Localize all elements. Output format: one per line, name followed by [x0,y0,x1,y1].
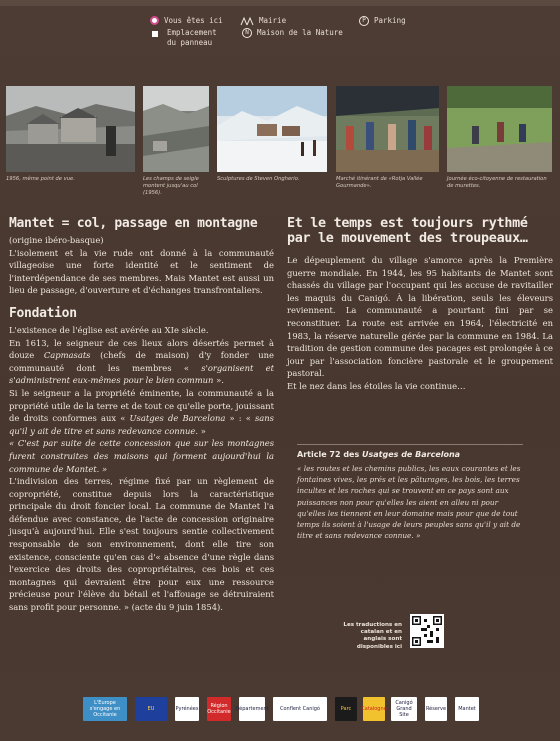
p1613-quote: s'organisent et s'administrent eux-mêmes pour le bien commun [9,362,274,386]
paragraph-isolation: L'isolement et la vie rude ont donné à la communauté villageoise une forte identité et le sentiment de l'interdépendance de ses membres. Mais Mantet est aussi un lieu de passage, d'ouverture et d'échanges transfrontaliers. [9,247,274,296]
photo-caption-5: Journée éco-citoyenne de restauration de murettes. [447,176,547,189]
legend-parking [359,16,406,26]
p1613-text-e: ». [213,375,224,386]
legend-maison-nature-label: Maison de la Nature [257,28,343,37]
photo-caption-4: Marché itinérant de «Rotja Vallée Gourmande». [336,176,423,189]
article-title-b: Usatges de Barcelona [362,450,461,459]
legend-parking-label: Parking [374,16,406,25]
legend-you-are-here-label: Vous êtes ici [164,16,223,25]
propriete-text-c: » : « [225,413,255,424]
top-border [0,0,560,6]
p1613-text-c: (chefs de maison) d'y fonder une communauté dont les membres « [9,350,275,373]
propriete-quote: sans qu'il y ait de titre et sans redevance connue [9,413,274,436]
legend-panel-location [150,28,217,48]
logo-departement: Département [239,697,265,721]
map-legend [145,14,505,74]
paragraph-propriete [9,387,274,437]
left-column [9,216,274,614]
right-column [287,216,553,393]
article-quote: « les routes et les chemins publics, les eaux courantes et les fontaines vives, les prés et les pâturages, les bois, les terres incultes et les roches qui se trouvent en ce pays sont aux puissances non pour qu'elles les aient en alleu ni pour qu'elles les tiennent en leur domaine mais pour que de tout temps ils soient à l'usage de leurs peuples sans qu'il y ait de titre et sans redevance connue. » [297,464,521,541]
panel-location-icon [152,31,158,37]
legend-mairie [240,16,286,26]
article-title-a: Article 72 des [297,450,363,459]
propriete-usatges: Usatges de Barcelona [129,413,226,424]
heading-troupeaux [287,216,553,246]
photo-sculptures [217,86,327,172]
legend-maison-nature [242,28,343,38]
p1613-capmasats: Capmasats [43,350,91,361]
article-title [297,450,523,459]
paragraph-concession-quote: « C'est par suite de cette concession que sur les montagnes furent construites des maisons qui forment aujourd'hui la commune de Mantet. » [9,438,274,474]
heading-troupeaux-line2: par le mouvement des troupeaux… [287,231,528,246]
paragraph-depeuplement: Le dépeuplement du village s'amorce après la Première guerre mondiale. En 1944, les 95 habitants de Mantet sont chassés du village par l'occupant qui les accuse de ravitailler les maquis du Canigó. À la libération, seuls les éleveurs reviennent. La communauté a pourtant fini par se reconstituer. La route est arrivée en 1964, l'électricité en 1983, la réserve naturelle gérée par la commune en 1984. La tradition de gestion commune des pacages est prolongée à ce jour par l'association foncière pastorale et le groupement pastoral. [287,255,553,379]
logo-catalogne: Catalogne [363,697,385,721]
logo-region-occitanie: Région Occitanie [207,697,231,721]
photo-1956-village [6,86,135,172]
legend-panel-location-label [167,28,217,48]
article-72-box [297,450,523,541]
article-divider [297,444,523,445]
paragraph-etoiles: Et le nez dans les étoiles la vie continue… [287,380,466,391]
legend-panel-location-line1: Emplacement [167,28,217,37]
photo-market [336,86,439,172]
photo-caption-3: Sculptures de Steven Ongherio. [217,176,300,182]
p1613-text-a: En 1613, le seigneur de ces lieux alors désertés permet à douze [9,337,274,361]
logo-parc: Parc [335,697,357,721]
logo-eu: EU [135,697,167,721]
paragraph-church: L'existence de l'église est avérée au XIe siècle. [9,324,209,335]
propriete-text-a: Si le seigneur a la propriété éminente, la communauté a la propriété utile de la terre et de tout ce qu'elle porte, jouissant de droits conformes aux « [9,387,274,424]
legend-you-are-here [150,16,223,26]
heading-mantet: Mantet = col, passage en montagne [9,216,258,231]
translations-label: Les traductions en catalan et en anglais sont disponibles ici [343,622,402,650]
subheading-origin: (origine ibéro-basque) [9,235,104,245]
propriete-text-e: . » [195,425,206,436]
nature-house-icon: N [242,28,252,38]
legend-mairie-label: Mairie [259,16,287,25]
photo-caption-1: 1956, même point de vue. [6,176,75,182]
logo-pyrenees: Pyrénées [175,697,199,721]
photo-strip [6,86,552,194]
logo-canigo-grand-site: Canigó Grand Site [391,697,417,721]
legend-panel-location-line2: du panneau [167,38,213,47]
logo-conflent-canigo: Conflent Canigó [273,697,327,721]
logo-reserve: Réserve [425,697,447,721]
you-are-here-icon [150,16,159,25]
paragraph-indivision: L'indivision des terres, régime fixé par un règlement de copropriété, constitue depuis lors la caractéristique principale du droit foncier local. La commune de Mantet l'a défendue avec constance, de l'acte de concession originaire jusqu'à aujourd'hui. Elle s'est toujours sentie collectivement responsable de son environnement, dont elle tire son existence, consciente qu'en cas d'« absence d'une règle dans l'exercice des droits des copropriétaires, ces bois et ces montagnes qui devraient être pour eux une ressource précieuse pour l'élève du bétail et l'affouage se détruiraient sans profit pour personne. » (acte du 9 juin 1854). [9,476,274,613]
logo-europe-sengage: L'Europe s'engage en Occitanie [83,697,127,721]
photo-eco-day [447,86,552,172]
parking-icon: P [359,16,369,26]
photo-caption-2: Les champs de seigle montent jusqu'au col (1956). [143,176,199,196]
heading-fondation: Fondation [9,305,77,321]
town-hall-icon [240,16,254,26]
heading-troupeaux-line1: Et le temps est toujours rythmé [287,216,528,231]
qr-code[interactable] [410,614,444,648]
paragraph-1613 [9,337,274,387]
photo-rye-fields [143,86,209,172]
logo-mantet: Mantet [455,697,479,721]
